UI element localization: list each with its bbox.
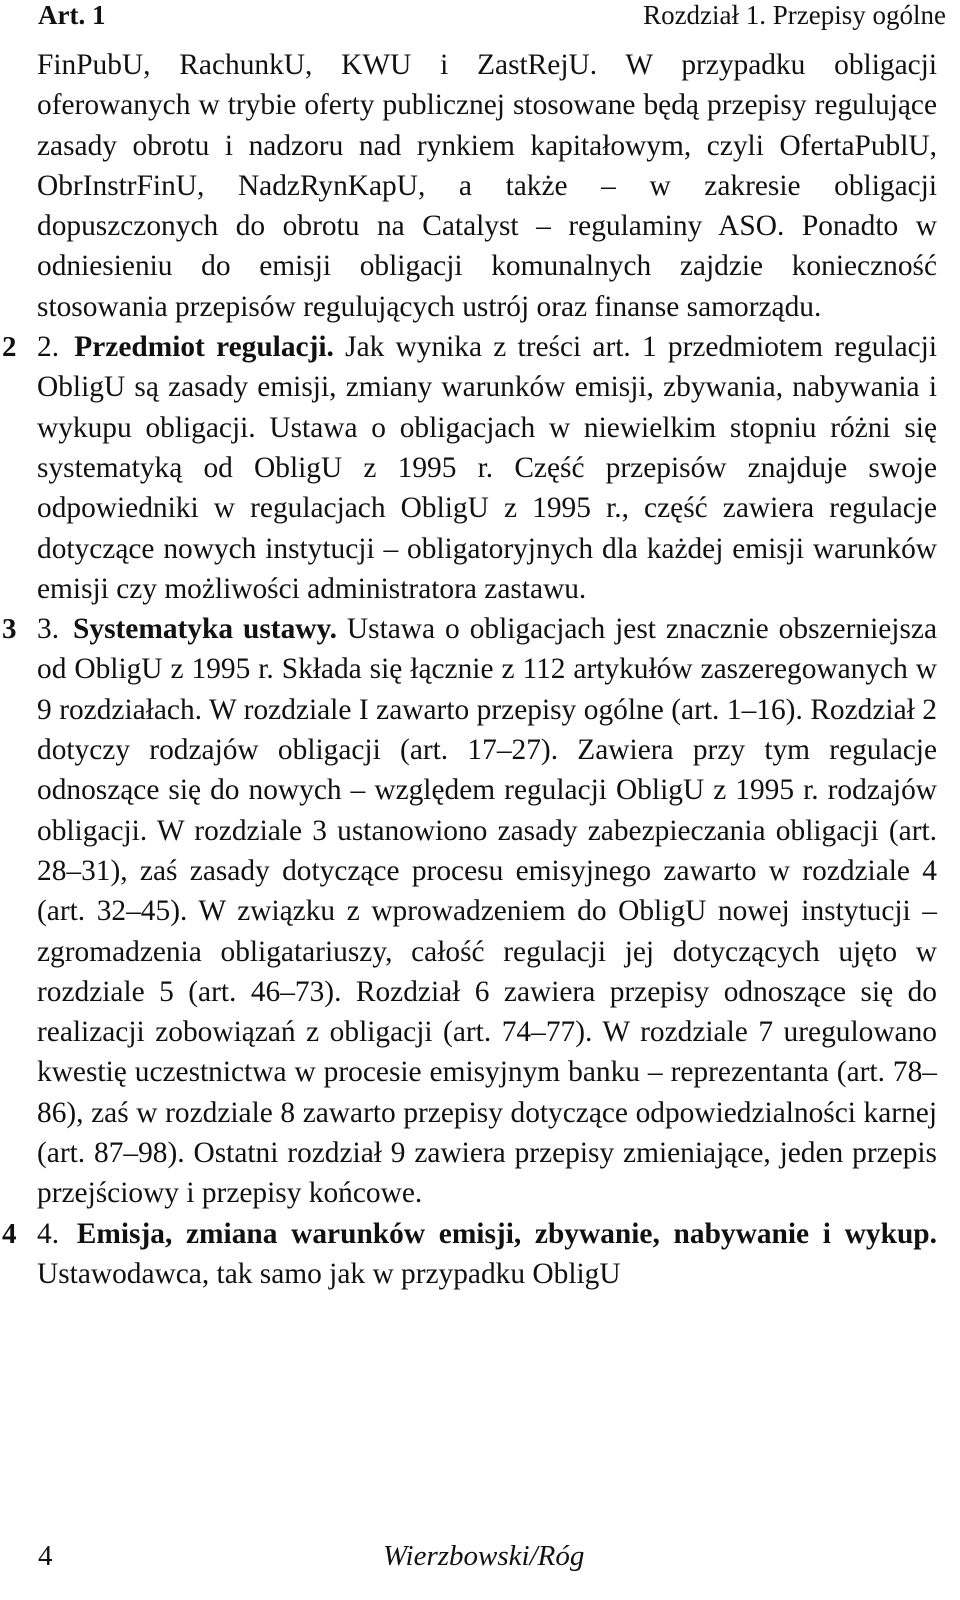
paragraph-3 [2,609,937,1213]
margin-number: 2 [2,331,17,364]
margin-number: 3 [2,613,17,646]
paragraph-text: FinPubU, RachunkU, KWU i ZastRejU. W przypadku obligacji oferowanych w trybie oferty publicznej stosowane będą przepisy regulujące zasady obrotu i nadzoru nad rynkiem kapitałowym, czyli OfertaPublU, ObrInstrFinU, NadzRynKapU, a także – w zakresie obligacji dopuszczonych do obrotu na Catalyst – regulaminy ASO. Ponadto w odniesieniu do emisji obligacji komunalnych zajdzie konieczność stosowania przepisów regulujących ustrój oraz finanse samorządu. [37,49,937,323]
running-header [38,0,946,40]
paragraph-number: 2. [37,331,60,364]
body-text [2,45,937,1294]
paragraph-continuation [37,45,937,327]
paragraph-text: Jak wynika z treści art. 1 przedmiotem regulacji ObligU są zasady emisji, zmiany warunków emisji, zbywania, nabywania i wykupu obligacji. Ustawa o obligacjach w niewielkim stopniu różni się systematyką od ObligU z 1995 r. Część przepisów znajduje swoje odpowiedniki w regulacjach ObligU z 1995 r., część zawiera regulacje dotyczące nowych instytucji – obligatoryjnych dla każdej emisji warunków emisji czy możliwości administratora zastawu. [37,331,937,605]
paragraph-4 [2,1214,937,1295]
chapter-title: Rozdział 1. Przepisy ogólne [643,0,946,30]
page-number: 4 [38,1540,53,1572]
paragraph-number: 3. [37,613,60,646]
article-label: Art. 1 [38,0,106,30]
paragraph-text: Ustawa o obligacjach jest znacznie obszerniejsza od ObligU z 1995 r. Składa się łącznie z 112 artykułów zaszeregowanych w 9 rozdziałach. W rozdziale I zawarto przepisy ogólne (art. 1–16). Rozdział 2 dotyczy rodzajów obligacji (art. 17–27). Zawiera przy tym regulacje odnoszące się do nowych – względem regulacji ObligU z 1995 r. rodzajów obligacji. W rozdziale 3 ustanowiono zasady zabezpieczania obligacji (art. 28–31), zaś zasady dotyczące procesu emisyjnego zawarto w rozdziale 4 (art. 32–45). W związku z wprowadzeniem do ObligU nowej instytucji – zgromadzenia obligatariuszy, całość regulacji jej dotyczących ujęto w rozdziale 5 (art. 46–73). Rozdział 6 zawiera przepisy odnoszące się do realizacji zobowiązań z obligacji (art. 74–77). W rozdziale 7 uregulowano kwestię uczestnictwa w procesie emisyjnym banku – reprezentanta (art. 78–86), zaś w rozdziale 8 zawarto przepisy dotyczące odpowiedzialności karnej (art. 87–98). Ostatni rozdział 9 zawiera przepisy zmieniające, jeden przepis przejściowy i przepisy końcowe. [37,613,937,1210]
paragraph-2 [2,327,937,609]
paragraph-title: Emisja, zmiana warunków emisji, zbywanie, nabywanie i wykup. [76,1217,937,1250]
margin-number: 4 [2,1217,17,1250]
paragraph-text: Ustawodawca, tak samo jak w przypadku ObligU [37,1257,621,1290]
paragraph-title: Przedmiot regulacji. [74,331,334,364]
page-footer [38,1538,946,1578]
paragraph-title: Systematyka ustawy. [73,613,337,646]
footer-authors: Wierzbowski/Róg [383,1540,585,1572]
paragraph-number: 4. [37,1217,60,1250]
